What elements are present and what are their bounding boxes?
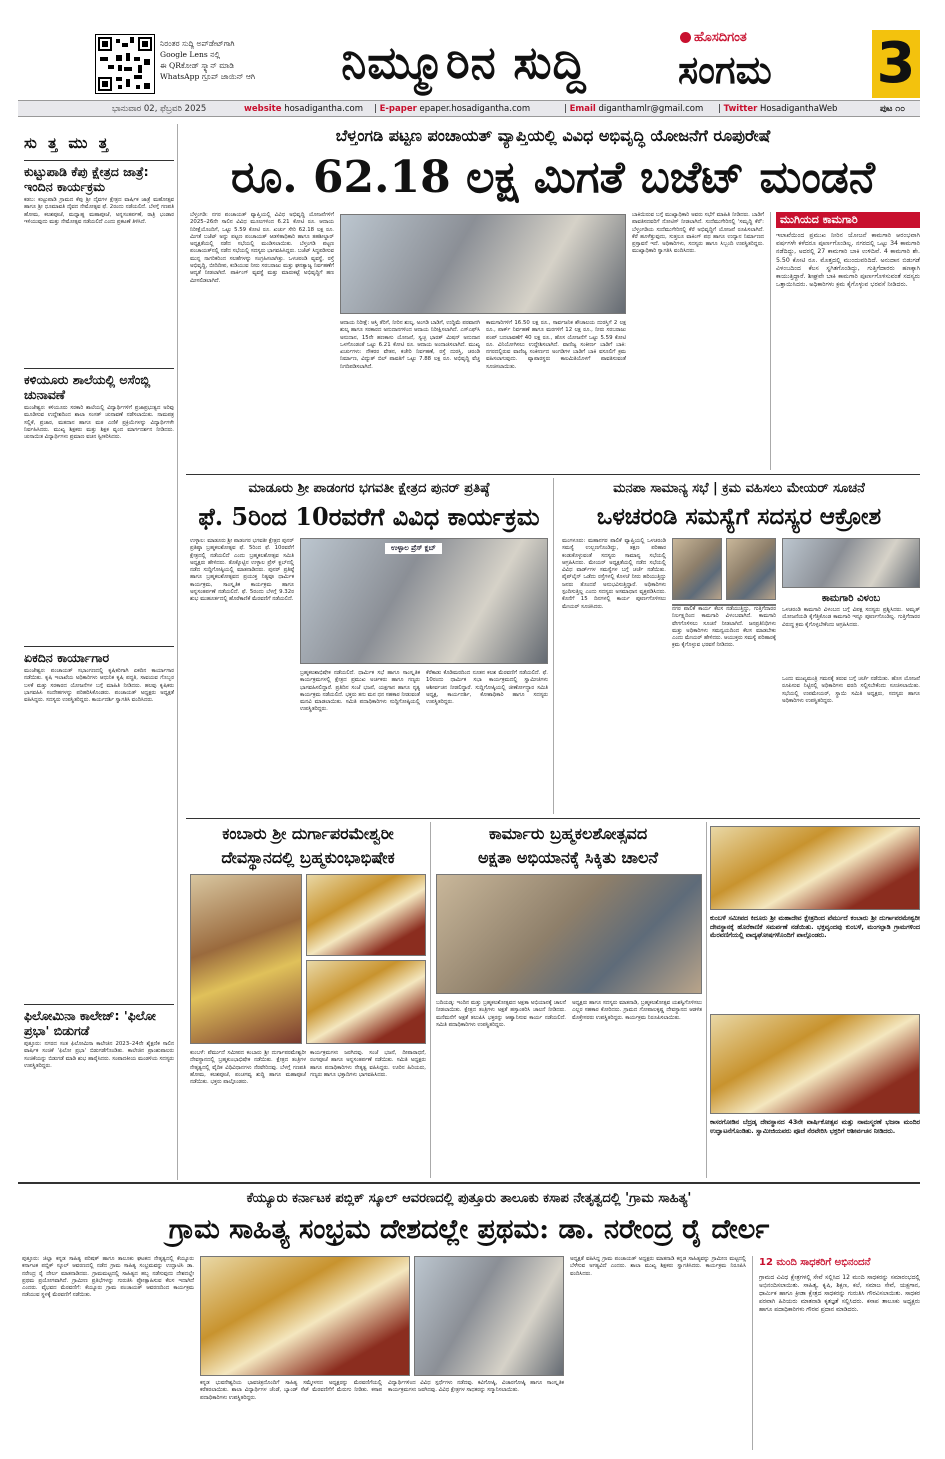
story7-col-1: ಪುತ್ತೂರು: ಜಿಲ್ಲಾ ಕನ್ನಡ ಸಾಹಿತ್ಯ ಪರಿಷತ್ ಹಾಗೂ ತಾಲೂಕು ಘಟಕದ ನೇತೃತ್ವದಲ್ಲಿ ಕೆಯ್ಯೂರು ಕರ್ನಾಟಕ ಪಬ್ಲಿಕ್ ಸ್ಕೂಲ್ ಆವರಣದಲ್ಲಿ ನಡೆದ ಗ್ರಾಮ ಸಾಹಿತ್ಯ ಸಂಭ್ರಮವನ್ನು ಉದ್ಘಾಟಿಸಿ ಡಾ. ನರೇಂದ್ರ ರೈ ದೇರ್ಲ ಮಾತನಾಡಿದರು. ಗ್ರಾಮಮಟ್ಟದಲ್ಲಿ ಸಾಹಿತ್ಯದ ಹಬ್ಬ ನಡೆಸುವುದು ದೇಶದಲ್ಲೇ ಪ್ರಥಮ ಪ್ರಯೋಗವಾಗಿದೆ. ಗ್ರಾಮೀಣ ಪ್ರತಿಭೆಗಳನ್ನು ಗುರುತಿಸಿ ಪ್ರೋತ್ಸಾಹಿಸುವ ಕೆಲಸ ಇದಾಗಿದೆ ಎಂದರು. ವೈಭವದ ಮೆರವಣಿಗೆ: ಕೆಯ್ಯೂರು ಗ್ರಾಮ ಪಂಚಾಯತ್ ಆವರಣದಿಂದ ಕಾರ್ಯಕ್ರಮ ನಡೆಯುವ ಸ್ಥಳಕ್ಕೆ ಮೆರವಣಿಗೆ ನಡೆಯಿತು.	[22, 1256, 194, 1299]
lead-col-1: ಬೆಳ್ತಂಗಡಿ: ನಗರ ಪಂಚಾಯತ್ ವ್ಯಾಪ್ತಿಯಲ್ಲಿ ವಿವಿಧ ಅಭಿವೃದ್ಧಿ ಯೋಜನೆಗಳಿಗೆ 2025–26ನೇ ಸಾಲಿನ ವಿವಿಧ ಮೂಲಗಳಿಂದ 6.21 ಕೋಟಿ ರೂ. ಆದಾಯ ನಿರೀಕ್ಷೆಯೊಂದಿಗೆ, ಒಟ್ಟು 5.59 ಕೋಟಿ ರೂ. ಖರ್ಚು ಸೇರಿ 62.18 ಲಕ್ಷ ರೂ. ಮಿಗತೆ ಬಜೆಟ್ ಅನ್ನು ಪಟ್ಟಣ ಪಂಚಾಯತ್ ಆಡಳಿತಾಧಿಕಾರಿ ಹಾಗೂ ತಹಶೀಲ್ದಾರ್ ಅಧ್ಯಕ್ಷತೆಯಲ್ಲಿ ನಡೆದ ಸಭೆಯಲ್ಲಿ ಮಂಡಿಸಲಾಯಿತು. ಬೆಳ್ತಂಗಡಿ ಪಟ್ಟಣ ಪಂಚಾಯತ್‌ನಲ್ಲಿ ನಡೆದ ಸಭೆಯಲ್ಲಿ ಸದಸ್ಯರು ಭಾಗವಹಿಸಿದ್ದರು. ಬಜೆಟ್ ಸಿದ್ಧಪಡಿಸುವ ಮುನ್ನ ನಾಗರಿಕರಿಂದ ಸಲಹೆಗಳನ್ನು ಸಂಗ್ರಹಿಸಲಾಗಿತ್ತು. ಒಳಚರಂಡಿ ವ್ಯವಸ್ಥೆ, ರಸ್ತೆ ಅಭಿವೃದ್ಧಿ, ಬೀದಿದೀಪ, ಕುಡಿಯುವ ನೀರು ಸರಬರಾಜು ಮತ್ತು ಘನತ್ಯಾಜ್ಯ ನಿರ್ವಹಣೆಗೆ ಆದ್ಯತೆ ನೀಡಲಾಗಿದೆ. ಪಾರ್ಕಿಂಗ್ ವ್ಯವಸ್ಥೆ ಮತ್ತು ಮಾರುಕಟ್ಟೆ ಅಭಿವೃದ್ಧಿಗೆ ಹಣ ಮೀಸಲಿಡಲಾಗಿದೆ.	[190, 212, 334, 284]
divider-vertical	[706, 822, 707, 1178]
story2-kicker: ಮಾಡೂರು ಶ್ರೀ ಪಾಡಂಗರ ಭಗವತೀ ಕ್ಷೇತ್ರದ ಪುನರ್ ಪ್ರತಿಷ್ಠೆ	[248, 481, 490, 496]
story6-photo-temple	[710, 1014, 920, 1114]
brand-small	[680, 30, 747, 45]
story2-photo-pressmeet	[300, 538, 548, 664]
story4-headline	[190, 822, 426, 870]
sidebar-story-title: ಕಳಿಯೂರು ಶಾಲೆಯಲ್ಲಿ ಅಸೆಂಬ್ಲಿ ಚುನಾವಣೆ	[24, 372, 151, 402]
story7-kicker: ಕೆಯ್ಯೂರು ಕರ್ನಾಟಕ ಪಬ್ಲಿಕ್ ಸ್ಕೂಲ್ ಆವರಣದಲ್ಲಿ ಪುತ್ತೂರು ತಾಲೂಕು ಕಸಾಪ ನೇತೃತ್ವದಲ್ಲಿ 'ಗ್ರಾಮ ಸಾಹಿತ್ಯ'	[246, 1191, 692, 1206]
story3-photo-council	[782, 538, 920, 588]
story5-headline-line: ಕಾರ್ಮಾರು ಬ್ರಹ್ಮಕಲಶೋತ್ಸವದ	[488, 824, 648, 843]
story3-sidebar	[782, 592, 920, 673]
issue-date: ಭಾನುವಾರ 02, ಫೆಬ್ರವರಿ 2025	[112, 104, 207, 114]
divider	[186, 818, 920, 819]
divider	[186, 474, 920, 475]
divider-vertical	[430, 822, 431, 1178]
page-number: 3	[872, 30, 920, 98]
epaper-url: epaper.hosadigantha.com	[419, 104, 531, 114]
story7-sidebar	[752, 1256, 920, 1450]
page-count: ಪುಟ ೧೦	[880, 104, 905, 114]
epaper-link[interactable]: | E-paper epaper.hosadigantha.com	[374, 104, 531, 114]
twitter-link[interactable]: | Twitter HosadiganthaWeb	[718, 104, 838, 114]
story7-col-4: ಅಧ್ಯಕ್ಷತೆ ವಹಿಸಿದ್ದ ಗ್ರಾಮ ಪಂಚಾಯತ್ ಅಧ್ಯಕ್ಷರು ಮಾತನಾಡಿ ಕನ್ನಡ ಸಾಹಿತ್ಯವನ್ನು ಗ್ರಾಮೀಣ ಮಟ್ಟದಲ್ಲಿ ಬೆಳೆಸುವ ಅಗತ್ಯವಿದೆ ಎಂದರು. ಶಾಲಾ ಮುಖ್ಯ ಶಿಕ್ಷಕರು ಸ್ವಾಗತಿಸಿದರು. ಕಾರ್ಯಕ್ರಮ ನಿರೂಪಿಸಿ ವಂದಿಸಿದರು.	[570, 1256, 746, 1277]
sidebar-story	[24, 1008, 174, 1171]
website-label: website	[244, 104, 282, 114]
sidebar-story-body: ಪುತ್ತೂರು: ನಗರದ ಸಂತ ಫಿಲೋಮಿನಾ ಕಾಲೇಜಿನ 2023–24ನೇ ಶೈಕ್ಷಣಿಕ ಸಾಲಿನ ವಾರ್ಷಿಕ ಸಂಚಿಕೆ 'ಫಿಲೋ ಪ್ರಭಾ' ಬಿಡುಗಡೆಗೊಂಡಿತು. ಕಾಲೇಜಿನ ಪ್ರಾಂಶುಪಾಲರು ಸಂಚಿಕೆಯನ್ನು ಬಿಡುಗಡೆ ಮಾಡಿ ಶುಭ ಹಾರೈಸಿದರು. ಸಂಪಾದಕೀಯ ಮಂಡಳಿಯ ಸದಸ್ಯರು ಉಪಸ್ಥಿತರಿದ್ದರು.	[24, 1041, 174, 1069]
story7-col-2: ಕನ್ನಡ ಭುವನೇಶ್ವರಿಯ ಭಾವಚಿತ್ರದೊಂದಿಗೆ ಸಾಹಿತ್ಯ ಸಮ್ಮೇಳನದ ಅಧ್ಯಕ್ಷರನ್ನು ಮೆರವಣಿಗೆಯಲ್ಲಿ ಕರೆತರಲಾಯಿತು. ಶಾಲಾ ವಿದ್ಯಾರ್ಥಿಗಳ ಚೆಂಡೆ, ಬ್ಯಾಂಡ್ ಸೆಟ್ ಮೆರವಣಿಗೆಗೆ ಮೆರುಗು ನೀಡಿತು. ಕಸಾಪ ಪದಾಧಿಕಾರಿಗಳು ಉಪಸ್ಥಿತರಿದ್ದರು.	[200, 1380, 382, 1401]
lead-sidebar-body: ಇಲಾಖೆಯಿಂದ ಪ್ರಮುಖ ನೀರಿನ ಯೋಜನೆ ಕಾಮಗಾರಿ ಆರಂಭವಾಗಿ ವರ್ಷಗಳೇ ಕಳೆದರೂ ಪೂರ್ಣಗೊಂಡಿಲ್ಲ. ನಗರದಲ್ಲಿ ಒಟ್ಟು 34 ಕಾಮಗಾರಿ ನಡೆದಿದ್ದು, ಅದರಲ್ಲಿ 27 ಕಾಮಗಾರಿ ಬಾಕಿ ಉಳಿದಿವೆ. 4 ಕಾಮಗಾರಿ ಶೇ. 5.50 ಕೋಟಿ ರೂ. ಮೊತ್ತದಲ್ಲಿ ಮುಂದುವರಿದಿದೆ. ಅನುದಾನ ಬಿಡುಗಡೆ ವಿಳಂಬದಿಂದ ಕೆಲಸ ಸ್ಥಗಿತಗೊಂಡಿದ್ದು, ಗುತ್ತಿಗೆದಾರರು ಹಣಕ್ಕಾಗಿ ಕಾಯುತ್ತಿದ್ದಾರೆ. ಶೀಘ್ರವೇ ಬಾಕಿ ಕಾಮಗಾರಿ ಪೂರ್ಣಗೊಳಿಸುವಂತೆ ಸದಸ್ಯರು ಒತ್ತಾಯಿಸಿದರು. ಅಧಿಕಾರಿಗಳು ಕ್ರಮ ಕೈಗೊಳ್ಳುವ ಭರವಸೆ ನೀಡಿದರು.	[776, 232, 920, 289]
story3-headline: ಒಳಚರಂಡಿ ಸಮಸ್ಯೆಗೆ ಸದಸ್ಯರ ಆಕ್ರೋಶ	[596, 503, 882, 530]
story5-headline-line: ಅಕ್ಷತಾ ಅಭಿಯಾನಕ್ಕೆ ಸಿಕ್ಕಿತು ಚಾಲನೆ	[478, 848, 658, 867]
qr-note-line: ಈ QRಕೋಡ್ ಸ್ಕ್ಯಾನ್ ಮಾಡಿ	[160, 61, 234, 70]
story6-caption-2: ಕಾಸರಗೋಡಿನ ಬೆದ್ರಡ್ಕ ದೇವಸ್ಥಾನದ 43ನೇ ವಾರ್ಷಿಕೋತ್ಸವ ಮತ್ತು ನಾಮಸ್ಮರಣೆ ಭಜನಾ ಮಂದಿರ ಉದ್ಘಾಟನೆಗೊಂಡಿತು. ಸ್ವಾಮೀಜಿಯವರು ಪೂಜೆ ನೆರವೇರಿಸಿ ಭಕ್ತರಿಗೆ ಆಶೀರ್ವಚನ ನೀಡಿದರು.	[710, 1118, 920, 1135]
qr-code-icon	[96, 35, 154, 93]
sidebar-story	[24, 650, 174, 1012]
lead-col-2: ಆದಾಯ ನಿರೀಕ್ಷೆ: ಆಸ್ತಿ ತೆರಿಗೆ, ನೀರಿನ ಶುಲ್ಕ, ಅಂಗಡಿ ಬಾಡಿಗೆ, ಉದ್ದಿಮೆ ಪರವಾನಗಿ ಶುಲ್ಕ ಹಾಗೂ ಸರಕಾರದ ಅನುದಾನಗಳಿಂದ ಆದಾಯ ನಿರೀಕ್ಷಿಸಲಾಗಿದೆ. ಎಸ್‌ಎಫ್‌ಸಿ ಅನುದಾನ, 15ನೇ ಹಣಕಾಸು ಯೋಜನೆ, ಸ್ವಚ್ಛ ಭಾರತ್ ಮಿಷನ್ ಅನುದಾನ ಒಳಗೊಂಡಂತೆ ಒಟ್ಟು 6.21 ಕೋಟಿ ರೂ. ಆದಾಯ ಅಂದಾಜಿಸಲಾಗಿದೆ. ಮುಖ್ಯ ಖರ್ಚುಗಳು: ನೌಕರರ ವೇತನ, ಕಚೇರಿ ನಿರ್ವಹಣೆ, ರಸ್ತೆ ದುರಸ್ತಿ, ಚರಂಡಿ ನಿರ್ಮಾಣ, ವಿದ್ಯುತ್ ಬಿಲ್ ಪಾವತಿಗೆ ಒಟ್ಟು 7.88 ಲಕ್ಷ ರೂ. ಅಭಿವೃದ್ಧಿ ವೆಚ್ಚ ನಿಗದಿಪಡಿಸಲಾಗಿದೆ.	[340, 320, 480, 370]
email-link[interactable]: | Email diganthamlr@gmail.com	[564, 104, 704, 114]
story2-col-2: ಬ್ರಹ್ಮಕಲಶಾಭಿಷೇಕ ನಡೆಯಲಿದೆ. ಧಾರ್ಮಿಕ ಸಭೆ ಹಾಗೂ ಸಾಂಸ್ಕೃತಿಕ ಕಾರ್ಯಕ್ರಮಗಳಲ್ಲಿ ಕ್ಷೇತ್ರದ ಪ್ರಮುಖ ಅರ್ಚಕರು ಹಾಗೂ ಗಣ್ಯರು ಭಾಗವಹಿಸಲಿದ್ದಾರೆ. ಪ್ರತಿದಿನ ಸಂಜೆ ಭಜನೆ, ಯಕ್ಷಗಾನ ಹಾಗೂ ನೃತ್ಯ ಕಾರ್ಯಕ್ರಮ ನಡೆಯಲಿದೆ. ಭಕ್ತರು ತನು ಮನ ಧನ ಸಹಕಾರ ನೀಡುವಂತೆ ಮನವಿ ಮಾಡಲಾಯಿತು. ಸಮಿತಿ ಪದಾಧಿಕಾರಿಗಳು ಸುದ್ದಿಗೋಷ್ಠಿಯಲ್ಲಿ ಉಪಸ್ಥಿತರಿದ್ದರು.	[300, 670, 420, 713]
qr-note-line: ನಿರಂತರ ಸುದ್ದಿ ಅಪ್‌ಡೇಟ್‌ಗಾಗಿ	[160, 39, 235, 48]
story2-col-3: ಕೆರೆಕಾಡು ಕೊಡಿಮರದಿಂದ ನೂತನ ಕಲಶ ಮೆರವಣಿಗೆ ನಡೆಯಲಿದೆ. ಫೆ. 10ರಂದು ಧಾರ್ಮಿಕ ಸಭಾ ಕಾರ್ಯಕ್ರಮದಲ್ಲಿ ಸ್ವಾಮೀಜಿಗಳು ಆಶೀರ್ವಚನ ನೀಡಲಿದ್ದಾರೆ. ಸುದ್ದಿಗೋಷ್ಠಿಯಲ್ಲಿ ಜೀರ್ಣೋದ್ಧಾರ ಸಮಿತಿ ಅಧ್ಯಕ್ಷ, ಕಾರ್ಯದರ್ಶಿ, ಕೋಶಾಧಿಕಾರಿ ಹಾಗೂ ಸದಸ್ಯರು ಉಪಸ್ಥಿತರಿದ್ದರು.	[426, 670, 548, 706]
sidebar-story	[24, 372, 174, 637]
brand-logo-icon	[680, 32, 691, 43]
sidebar-divider	[24, 646, 174, 647]
epaper-label: E-paper	[379, 104, 417, 114]
story3-col-1: ಮಂಗಳೂರು: ಮಹಾನಗರ ಪಾಲಿಕೆ ವ್ಯಾಪ್ತಿಯಲ್ಲಿ ಒಳಚರಂಡಿ ಸಮಸ್ಯೆ ಉಲ್ಬಣಗೊಂಡಿದ್ದು, ತಕ್ಷಣ ಪರಿಹಾರ ಕಂಡುಕೊಳ್ಳುವಂತೆ ಸದಸ್ಯರು ಸಾಮಾನ್ಯ ಸಭೆಯಲ್ಲಿ ಆಗ್ರಹಿಸಿದರು. ಮೇಯರ್ ಅಧ್ಯಕ್ಷತೆಯಲ್ಲಿ ನಡೆದ ಸಭೆಯಲ್ಲಿ ವಿವಿಧ ವಾರ್ಡ್‌ಗಳ ಸಮಸ್ಯೆಗಳ ಬಗ್ಗೆ ಚರ್ಚೆ ನಡೆಯಿತು. ಪೈಪ್‌ಲೈನ್ ಒಡೆದು ರಸ್ತೆಗಳಲ್ಲಿ ಕೊಳಚೆ ನೀರು ಹರಿಯುತ್ತಿದ್ದು ಜನರು ತೊಂದರೆ ಅನುಭವಿಸುತ್ತಿದ್ದಾರೆ. ಅಧಿಕಾರಿಗಳು ಸ್ಪಂದಿಸುತ್ತಿಲ್ಲ ಎಂದು ಸದಸ್ಯರು ಅಸಮಾಧಾನ ವ್ಯಕ್ತಪಡಿಸಿದರು. ಕೊನೆಗೆ 15 ದಿನಗಳಲ್ಲಿ ಕಾರ್ಯ ಪೂರ್ಣಗೊಳಿಸಲು ಮೇಯರ್ ಸೂಚಿಸಿದರು.	[562, 538, 666, 610]
sidebar-divider	[24, 160, 174, 161]
section-title: ನಿಮ್ಮೂರಿನ ಸುದ್ದಿ	[341, 36, 587, 89]
sidebar-logo	[24, 128, 174, 158]
story5-col-2: ಅಧ್ಯಕ್ಷರು ಹಾಗೂ ಸದಸ್ಯರು ಮಾತನಾಡಿ, ಬ್ರಹ್ಮಕಲಶೋತ್ಸವ ಯಶಸ್ವಿಗೊಳಿಸಲು ಎಲ್ಲರ ಸಹಕಾರ ಕೋರಿದರು. ಗ್ರಾಮದ ಗೋಪಾಲಕೃಷ್ಣ ದೇವಸ್ಥಾನದ ಆಡಳಿತ ಮೊಕ್ತೇಸರರು ಉಪಸ್ಥಿತರಿದ್ದರು. ಕಾರ್ಯಕ್ರಮ ನಿರೂಪಿಸಲಾಯಿತು.	[572, 1000, 702, 1021]
story3-kicker: ಮನಪಾ ಸಾಮಾನ್ಯ ಸಭೆ | ಕ್ರಮ ವಹಿಸಲು ಮೇಯರ್ ಸೂಚನೆ	[613, 481, 865, 496]
lead-headline: ರೂ. 62.18 ಲಕ್ಷ ಮಿಗತೆ ಬಜೆಟ್ ಮಂಡನೆ	[230, 152, 876, 203]
sidebar-divider	[24, 1004, 174, 1005]
lead-photo-meeting	[340, 214, 626, 314]
story3-sidebar-title: ಕಾಮಗಾರಿ ವಿಳಂಬ	[821, 593, 881, 604]
story2-headline: ಫೆ. 5ರಿಂದ 10ರವರೆಗೆ ವಿವಿಧ ಕಾರ್ಯಕ್ರಮ	[198, 502, 540, 531]
photo-banner-text: ಉಳ್ಳಾಲ ಪ್ರೆಸ್ ಕ್ಲಬ್	[385, 543, 442, 554]
qr-note-line: WhatsApp ಗ್ರೂಪ್ ಜಾಯಿನ್ ಆಗಿ	[160, 72, 256, 81]
story5-col-1: ಬದಿಯಡ್ಕ: ಇಂದಿನ ಮತ್ತು ಬ್ರಹ್ಮಕಲಶೋತ್ಸವದ ಅಕ್ಷತಾ ಅಭಿಯಾನಕ್ಕೆ ಚಾಲನೆ ನೀಡಲಾಯಿತು. ಕ್ಷೇತ್ರದ ತಂತ್ರಿಗಳು ಅಕ್ಷತೆ ಹಸ್ತಾಂತರಿಸಿ ಚಾಲನೆ ನೀಡಿದರು. ಮನೆಮನೆಗೆ ಅಕ್ಷತೆ ತಲುಪಿಸಿ ಭಕ್ತರನ್ನು ಆಹ್ವಾನಿಸುವ ಕಾರ್ಯ ನಡೆಯಲಿದೆ. ಸಮಿತಿ ಪದಾಧಿಕಾರಿಗಳು ಉಪಸ್ಥಿತರಿದ್ದರು.	[436, 1000, 566, 1028]
divider	[18, 1182, 920, 1184]
email-address: diganthamlr@gmail.com	[598, 104, 704, 114]
story4-photo-ritual-2	[306, 960, 426, 1044]
story6-photo-procession	[710, 826, 920, 910]
brand-big: ಸಂಗಮ	[678, 47, 772, 92]
sidebar-story-body: ಮಂಜೇಶ್ವರ: ಪಂಚಾಯತ್ ಸಭಾಂಗಣದಲ್ಲಿ ಕೃಷಿಕರಿಗಾಗಿ ಏಕದಿನ ಕಾರ್ಯಾಗಾರ ನಡೆಯಿತು. ಕೃಷಿ ಇಲಾಖೆಯ ಅಧಿಕಾರಿಗಳು ಆಧುನಿಕ ಕೃಷಿ ಪದ್ಧತಿ, ಸಾವಯವ ಗೊಬ್ಬರ ಬಳಕೆ ಮತ್ತು ಸರಕಾರದ ಯೋಜನೆಗಳ ಬಗ್ಗೆ ಮಾಹಿತಿ ನೀಡಿದರು. ಹಲವು ಕೃಷಿಕರು ಭಾಗವಹಿಸಿ ಸಂದೇಹಗಳನ್ನು ಪರಿಹರಿಸಿಕೊಂಡರು. ಪಂಚಾಯತ್ ಅಧ್ಯಕ್ಷರು ಅಧ್ಯಕ್ಷತೆ ವಹಿಸಿದ್ದರು. ಸದಸ್ಯರು ಉಪಸ್ಥಿತರಿದ್ದರು. ಕಾರ್ಯದರ್ಶಿ ಸ್ವಾಗತಿಸಿ ವಂದಿಸಿದರು.	[24, 668, 174, 704]
website-url: hosadigantha.com	[284, 104, 363, 114]
story3-col-2: ನಗರ ಪಾಲಿಕೆ ಕಾರ್ಯ ಕೆಲಸ ನಡೆಯುತ್ತಿದ್ದು, ಗುತ್ತಿಗೆದಾರರ ನಿರ್ಲಕ್ಷ್ಯದಿಂದ ಕಾಮಗಾರಿ ವಿಳಂಬವಾಗಿದೆ. ಕಾಮಗಾರಿ ವೇಗಗೊಳಿಸಲು ಸೂಚನೆ ನೀಡಲಾಗಿದೆ. ಜನಪ್ರತಿನಿಧಿಗಳು ಮತ್ತು ಅಧಿಕಾರಿಗಳು ಸಮನ್ವಯದಿಂದ ಕೆಲಸ ಮಾಡಬೇಕು ಎಂದು ಮೇಯರ್ ಹೇಳಿದರು. ಆಯುಕ್ತರು ಸಮಸ್ಯೆ ಪರಿಹಾರಕ್ಕೆ ಕ್ರಮ ಕೈಗೊಳ್ಳುವ ಭರವಸೆ ನೀಡಿದರು.	[672, 606, 776, 649]
story2-col-1: ಉಳ್ಳಾಲ: ಮಾಡೂರು ಶ್ರೀ ಪಾಡಂಗರ ಭಗವತೀ ಕ್ಷೇತ್ರದ ಪುನರ್ ಪ್ರತಿಷ್ಠಾ ಬ್ರಹ್ಮಕಲಶೋತ್ಸವ ಫೆ. 5ರಿಂದ ಫೆ. 10ರವರೆಗೆ ಕ್ಷೇತ್ರದಲ್ಲಿ ನಡೆಯಲಿದೆ ಎಂದು ಬ್ರಹ್ಮಕಲಶೋತ್ಸವ ಸಮಿತಿ ಅಧ್ಯಕ್ಷರು ಹೇಳಿದರು. ತೊಕ್ಕೊಟ್ಟಿನ ಉಳ್ಳಾಲ ಪ್ರೆಸ್ ಕ್ಲಬ್‌ನಲ್ಲಿ ನಡೆದ ಸುದ್ದಿಗೋಷ್ಠಿಯಲ್ಲಿ ಮಾತನಾಡಿದರು. ಪುನರ್ ಪ್ರತಿಷ್ಠೆ ಹಾಗೂ ಬ್ರಹ್ಮಕಲಶೋತ್ಸವದ ಪ್ರಯುಕ್ತ ನಿತ್ಯವೂ ಧಾರ್ಮಿಕ ಕಾರ್ಯಕ್ರಮ, ಸಾಂಸ್ಕೃತಿಕ ಕಾರ್ಯಕ್ರಮ ಹಾಗೂ ಅನ್ನಸಂತರ್ಪಣೆ ನಡೆಯಲಿದೆ. ಫೆ. 5ರಂದು ಬೆಳಗ್ಗೆ 9.32ರ ಶುಭ ಮುಹೂರ್ತದಲ್ಲಿ ಹೊರೆಕಾಣಿಕೆ ಮೆರವಣಿಗೆ ನಡೆಯಲಿದೆ.	[190, 538, 294, 603]
qr-note	[160, 38, 310, 82]
story7-col-3: ವಿದ್ಯಾರ್ಥಿಗಳಿಂದ ವಿವಿಧ ಸ್ಪರ್ಧೆಗಳು ನಡೆದವು. ಕವಿಗೋಷ್ಠಿ, ವಿಚಾರಗೋಷ್ಠಿ ಹಾಗೂ ಸಾಂಸ್ಕೃತಿಕ ಕಾರ್ಯಕ್ರಮಗಳು ಜರಗಿದವು. ವಿವಿಧ ಕ್ಷೇತ್ರಗಳ ಸಾಧಕರನ್ನು ಸನ್ಮಾನಿಸಲಾಯಿತು.	[388, 1380, 564, 1394]
story5-photo-ceremony	[436, 874, 702, 994]
story7-photo-procession	[414, 1256, 564, 1376]
story4-photo-idol	[190, 874, 302, 1044]
story7-photo-felicitation	[200, 1256, 410, 1376]
sidebar-story-title: ಕುಟ್ಟುಪಾಡಿ ಕೆಪು ಕ್ಷೇತ್ರದ ಜಾತ್ರೆ: ಇಂದಿನ ಕಾರ್ಯಕ್ರಮ	[24, 164, 149, 194]
story5-headline	[434, 822, 702, 870]
qr-note-line: Google Lens ನಲ್ಲಿ	[160, 50, 221, 59]
twitter-label: Twitter	[723, 104, 758, 114]
sidebar-logo-text: ಸು ತ್ತ ಮು ತ್ತ	[24, 134, 111, 152]
story6-caption-1: ಕುಂಬಳೆ ಸಮೀಪದ ಕಿದೂರು ಶ್ರೀ ಮಹಾದೇವ ಕ್ಷೇತ್ರದಿಂದ ಪೆರ್ಮುದೆ ಕಂಬಾರು ಶ್ರೀ ದುರ್ಗಾಪರಮೇಶ್ವರೀ ದೇವಸ್ಥಾನಕ್ಕೆ ಹೊರೆಕಾಣಿಕೆ ಸಮರ್ಪಣೆ ನಡೆಯಿತು. ಭಕ್ತವೃಂದವು ಕುಂಬಳೆ, ಮಂಗಲ್ಪಾಡಿ ಗ್ರಾಮಗಳಿಂದ ಮೆರವಣಿಗೆಯಲ್ಲಿ ವಾದ್ಯಘೋಷಗಳೊಂದಿಗೆ ಪಾಲ್ಗೊಂಡರು.	[710, 914, 920, 940]
sidebar-story-title: ಏಕದಿನ ಕಾರ್ಯಾಗಾರ	[24, 650, 110, 665]
sidebar-story-body: ಕಡಬ: ಕುಟ್ಟುಪಾಡಿ ಗ್ರಾಮದ ಕೆಪು ಶ್ರೀ ದೈವಗಳ ಕ್ಷೇತ್ರದ ವಾರ್ಷಿಕ ಜಾತ್ರೆ ಮಹೋತ್ಸವ ಹಾಗೂ ಶ್ರೀ ಧೂಮಾವತಿ ದೈವದ ನೇಮೋತ್ಸವ ಫೆ. 2ರಂದು ನಡೆಯಲಿದೆ. ಬೆಳಗ್ಗೆ ಗಣಪತಿ ಹೋಮ, ಕಲಶಪೂಜೆ, ಮಧ್ಯಾಹ್ನ ಮಹಾಪೂಜೆ, ಅನ್ನಸಂತರ್ಪಣೆ, ರಾತ್ರಿ ಭಂಡಾರ ಇಳಿಯುವುದು ಮತ್ತು ನೇಮೋತ್ಸವ ನಡೆಯಲಿದೆ ಎಂದು ಪ್ರಕಟಣೆ ತಿಳಿಸಿದೆ.	[24, 197, 174, 225]
brand-small-text: ಹೊಸದಿಗಂತ	[694, 30, 747, 45]
story7-sidebar-body: ಗ್ರಾಮದ ವಿವಿಧ ಕ್ಷೇತ್ರಗಳಲ್ಲಿ ಸೇವೆ ಸಲ್ಲಿಸಿದ 12 ಮಂದಿ ಸಾಧಕರನ್ನು ಸಮಾರಂಭದಲ್ಲಿ ಅಭಿನಂದಿಸಲಾಯಿತು. ಸಾಹಿತ್ಯ, ಕೃಷಿ, ಶಿಕ್ಷಣ, ಕಲೆ, ಸಮಾಜ ಸೇವೆ, ಯಕ್ಷಗಾನ, ಧಾರ್ಮಿಕ ಹಾಗೂ ಕ್ರೀಡಾ ಕ್ಷೇತ್ರದ ಸಾಧಕರನ್ನು ಗುರುತಿಸಿ ಗೌರವಿಸಲಾಯಿತು. ಸಾಧಕರ ಪರವಾಗಿ ಹಿರಿಯರು ಮಾತನಾಡಿ ಕೃತಜ್ಞತೆ ಸಲ್ಲಿಸಿದರು. ಕಸಾಪ ತಾಲೂಕು ಅಧ್ಯಕ್ಷರು ಹಾಗೂ ಪದಾಧಿಕಾರಿಗಳು ಗೌರವ ಪ್ರದಾನ ಮಾಡಿದರು.	[759, 1274, 920, 1313]
story7-headline: ಗ್ರಾಮ ಸಾಹಿತ್ಯ ಸಂಭ್ರಮ ದೇಶದಲ್ಲೇ ಪ್ರಥಮ: ಡಾ. ನರೇಂದ್ರ ರೈ ದೇರ್ಲ	[168, 1214, 770, 1245]
sidebar-story-body: ಮಂಜೇಶ್ವರ: ಕಳಿಯೂರು ಸರಕಾರಿ ಶಾಲೆಯಲ್ಲಿ ವಿದ್ಯಾರ್ಥಿಗಳಿಗೆ ಪ್ರಜಾಪ್ರಭುತ್ವದ ಅರಿವು ಮೂಡಿಸುವ ಉದ್ದೇಶದಿಂದ ಶಾಲಾ ಸಂಸತ್ ಚುನಾವಣೆ ನಡೆಸಲಾಯಿತು. ನಾಮಪತ್ರ ಸಲ್ಲಿಕೆ, ಪ್ರಚಾರ, ಮತದಾನ ಹಾಗೂ ಮತ ಎಣಿಕೆ ಪ್ರಕ್ರಿಯೆಗಳನ್ನು ವಿದ್ಯಾರ್ಥಿಗಳೇ ನಿರ್ವಹಿಸಿದರು. ಮುಖ್ಯ ಶಿಕ್ಷಕರು ಮತ್ತು ಶಿಕ್ಷಕ ವೃಂದ ಮಾರ್ಗದರ್ಶನ ನೀಡಿದರು. ಚುನಾಯಿತ ವಿದ್ಯಾರ್ಥಿಗಳು ಪ್ರಮಾಣ ವಚನ ಸ್ವೀಕರಿಸಿದರು.	[24, 405, 174, 441]
sidebar-story	[24, 164, 174, 331]
lead-sidebar	[770, 212, 920, 470]
story3-photo-member-1	[672, 538, 722, 600]
story3-photo-member-2	[726, 538, 776, 600]
story7-sidebar-title: 12 ಮಂದಿ ಸಾಧಕರಿಗೆ ಅಭಿನಂದನೆ	[759, 1257, 871, 1268]
lead-col-3: ಕಾಮಗಾರಿಗಳಿಗೆ 16.50 ಲಕ್ಷ ರೂ., ಸಾರ್ವಜನಿಕ ಶೌಚಾಲಯ ದುರಸ್ತಿಗೆ 2 ಲಕ್ಷ ರೂ., ಪಾರ್ಕ್ ನಿರ್ವಹಣೆ ಹಾಗೂ ಮರಗಳಿಗೆ 12 ಲಕ್ಷ ರೂ., ನೀರು ಸರಬರಾಜು ಪಂಪ್ ಬದಲಾವಣೆಗೆ 40 ಲಕ್ಷ ರೂ., ಹೊಸ ಯೋಜನೆಗೆ ಒಟ್ಟು 5.59 ಕೋಟಿ ರೂ. ವಿನಿಯೋಗಿಸಲು ಉದ್ದೇಶಿಸಲಾಗಿದೆ. ವಾಣಿಜ್ಯ ಸಂಕೀರ್ಣ ಬಾಡಿಗೆ ಬಾಕಿ: ನಗರದಲ್ಲಿರುವ ವಾಣಿಜ್ಯ ಸಂಕೀರ್ಣದ ಅಂಗಡಿಗಳ ಬಾಡಿಗೆ ಬಾಕಿ ವಸೂಲಿಗೆ ಕ್ರಮ ವಹಿಸಲಾಗುವುದು. ವ್ಯಾಪಾರಸ್ಥರು ಕಾಲಮಿತಿಯೊಳಗೆ ಪಾವತಿಸುವಂತೆ ಸೂಚಿಸಲಾಯಿತು.	[486, 320, 626, 370]
website-link[interactable]	[244, 101, 363, 117]
sidebar-story-title: ಫಿಲೋಮಿನಾ ಕಾಲೇಜ್: 'ಫಿಲೋ ಪ್ರಭಾ' ಬಿಡುಗಡೆ	[24, 1008, 156, 1038]
email-label: Email	[569, 104, 596, 114]
story4-col-2: ಕಾರ್ಯಕ್ರಮಗಳು ಜರಗಿದವು. ಸಂಜೆ ಭಜನೆ, ದೀಪಾರಾಧನೆ, ರಂಗಪೂಜೆ ಹಾಗೂ ಅನ್ನಸಂತರ್ಪಣೆ ನಡೆಯಿತು. ಸಮಿತಿ ಅಧ್ಯಕ್ಷರು ಹಾಗೂ ಪದಾಧಿಕಾರಿಗಳು ನೇತೃತ್ವ ವಹಿಸಿದ್ದರು. ಊರಿನ ಹಿರಿಯರು, ಗಣ್ಯರು ಹಾಗೂ ಭಕ್ತಾದಿಗಳು ಭಾಗವಹಿಸಿದರು.	[310, 1050, 426, 1078]
twitter-handle: HosadiganthaWeb	[760, 104, 838, 114]
lead-col-4: ಬಾಕಿಯಿರುವ ಬಗ್ಗೆ ಮುಖ್ಯಾಧಿಕಾರಿ ಅವರು ಸಭೆಗೆ ಮಾಹಿತಿ ನೀಡಿದರು. ಬಾಡಿಗೆ ಪಾವತಿಸದವರಿಗೆ ನೋಟಿಸ್ ನೀಡಲಾಗಿದೆ. ಸುದೆಮುಗೇರಿನಲ್ಲಿ 'ಸಮೃದ್ಧಿ ಕೆರೆ': ಬೆಳ್ತಂಗಡಿಯ ಸುದೆಮುಗೇರಿನಲ್ಲಿ ಕೆರೆ ಅಭಿವೃದ್ಧಿಗೆ ಯೋಜನೆ ರೂಪಿಸಲಾಗಿದೆ. ಕೆರೆ ಹೂಳೆತ್ತುವುದು, ಸುತ್ತಲೂ ವಾಕಿಂಗ್ ಪಥ ಹಾಗೂ ಉದ್ಯಾನ ನಿರ್ಮಾಣದ ಪ್ರಸ್ತಾವನೆ ಇದೆ. ಅಧಿಕಾರಿಗಳು, ಸದಸ್ಯರು ಹಾಗೂ ಸಿಬ್ಬಂದಿ ಉಪಸ್ಥಿತರಿದ್ದರು. ಮುಖ್ಯಾಧಿಕಾರಿ ಸ್ವಾಗತಿಸಿ ವಂದಿಸಿದರು.	[632, 212, 764, 255]
story4-headline-line: ಕಂಬಾರು ಶ್ರೀ ದುರ್ಗಾಪರಮೇಶ್ವರೀ	[222, 824, 394, 843]
info-bar	[18, 100, 920, 117]
story4-col-1: ಕುಂಬಳೆ: ಪೆರ್ಮುದೆ ಸಮೀಪದ ಕಂಬಾರು ಶ್ರೀ ದುರ್ಗಾಪರಮೇಶ್ವರೀ ದೇವಸ್ಥಾನದಲ್ಲಿ ಬ್ರಹ್ಮಕುಂಭಾಭಿಷೇಕ ನಡೆಯಿತು. ಕ್ಷೇತ್ರದ ತಂತ್ರಿಗಳ ನೇತೃತ್ವದಲ್ಲಿ ವೈದಿಕ ವಿಧಿವಿಧಾನಗಳು ನೆರವೇರಿದವು. ಬೆಳಗ್ಗೆ ಗಣಪತಿ ಹೋಮ, ಕಲಶಪೂಜೆ, ಪಂಚಗವ್ಯ ಶುದ್ಧಿ ಹಾಗೂ ಮಹಾಪೂಜೆ ನಡೆಯಿತು. ಭಕ್ತರು ಪಾಲ್ಗೊಂಡರು.	[190, 1050, 306, 1086]
lead-sidebar-title: ಮುಗಿಯದ ಕಾಮಗಾರಿ	[776, 212, 920, 228]
story3-col-3: ಒಂದು ಮುಖ್ಯಮಂತ್ರಿ ಗಮನಕ್ಕೆ ತರುವ ಬಗ್ಗೆ ಚರ್ಚೆ ನಡೆಯಿತು. ಹೊಸ ಯೋಜನೆ ರೂಪಿಸುವ ನಿಟ್ಟಿನಲ್ಲಿ ಅಧಿಕಾರಿಗಳು ವರದಿ ಸಲ್ಲಿಸಬೇಕೆಂದು ಸೂಚಿಸಲಾಯಿತು. ಸಭೆಯಲ್ಲಿ ಉಪಮೇಯರ್, ಸ್ಥಾಯಿ ಸಮಿತಿ ಅಧ್ಯಕ್ಷರು, ಸದಸ್ಯರು ಹಾಗೂ ಅಧಿಕಾರಿಗಳು ಉಪಸ್ಥಿತರಿದ್ದರು.	[782, 676, 920, 704]
brand-block	[600, 28, 866, 98]
story4-headline-line: ದೇವಸ್ಥಾನದಲ್ಲಿ ಬ್ರಹ್ಮಕುಂಭಾಭಿಷೇಕ	[221, 848, 395, 867]
lead-kicker: ಬೆಳ್ತಂಗಡಿ ಪಟ್ಟಣ ಪಂಚಾಯತ್ ವ್ಯಾಪ್ತಿಯಲ್ಲಿ ವಿವಿಧ ಅಭಿವೃದ್ಧಿ ಯೋಜನೆಗೆ ರೂಪುರೇಷೆ	[335, 126, 771, 145]
sidebar-divider	[24, 368, 174, 369]
divider-vertical	[553, 478, 554, 814]
left-sidebar	[18, 124, 178, 1180]
qr-code	[95, 34, 155, 94]
story4-photo-ritual-1	[306, 874, 426, 956]
story3-sidebar-body: ಒಳಚರಂಡಿ ಕಾಮಗಾರಿ ವಿಳಂಬದ ಬಗ್ಗೆ ವಿಪಕ್ಷ ಸದಸ್ಯರು ಪ್ರಶ್ನಿಸಿದರು. ಅಮೃತ್ ಯೋಜನೆಯಡಿ ಕೈಗೆತ್ತಿಕೊಂಡ ಕಾಮಗಾರಿ ಇನ್ನೂ ಪೂರ್ಣಗೊಂಡಿಲ್ಲ. ಗುತ್ತಿಗೆದಾರರ ವಿರುದ್ಧ ಕ್ರಮ ಕೈಗೊಳ್ಳಬೇಕೆಂದು ಆಗ್ರಹಿಸಿದರು.	[782, 607, 920, 628]
